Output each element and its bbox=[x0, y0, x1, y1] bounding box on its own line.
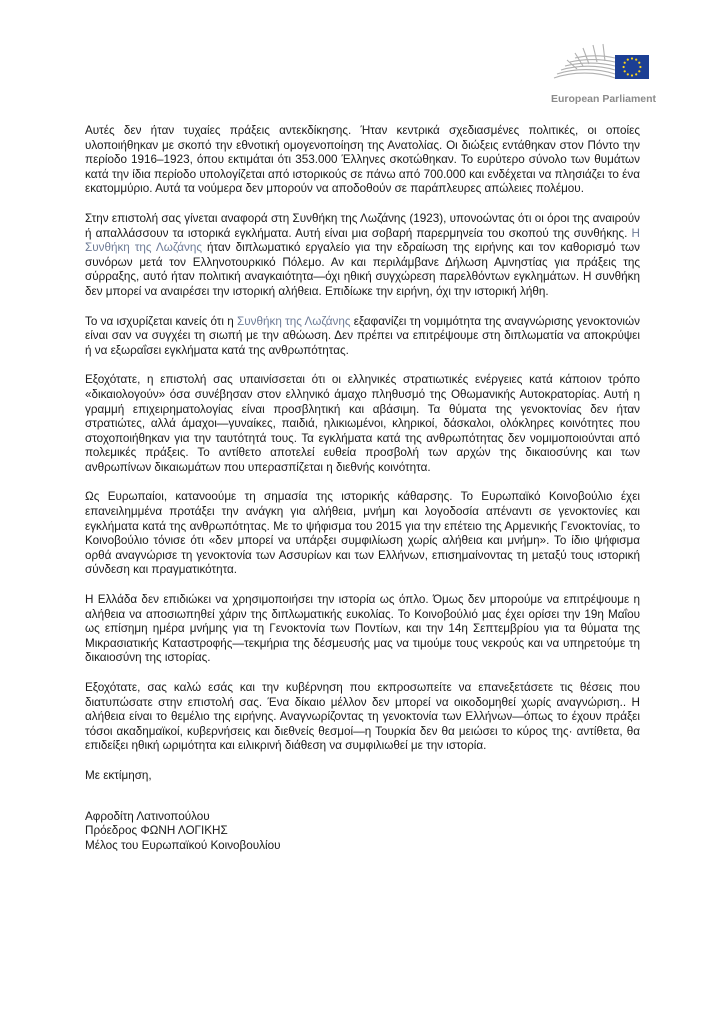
closing-salutation: Με εκτίμηση, bbox=[85, 768, 152, 782]
paragraph-4: Εξοχότατε, η επιστολή σας υπαινίσσεται ότι οι ελληνικές στρατιωτικές ενέργειες κατά κάποιον τρόπο «δικαιολογούν» όσα συνέβησαν στον ελληνικό άμαχο πληθυσμό της Οθωμανικής Αυτοκρατορίας. Αυτή η γραμμή επιχειρηματολογίας είναι προσβλητική και αβάσιμη. Τα θύματα της γενοκτονίας δεν ήταν στρατιώτες, αλλά άμαχοι—γυναίκες, παιδιά, ηλικιωμένοι, κληρικοί, δάσκαλοι, ολόκληρες κοινότητες που στοχοποιήθηκαν για την ταυτότητά τους. Τα εγκλήματα κατά της ανθρωπότητας δεν νομιμοποιούνται από πολεμικές πράξεις. Το αντίθετο αποτελεί ευθεία προσβολή των αρχών της δικαιοσύνης και των ανθρωπίνων δικαιωμάτων που υπερασπίζεται η διεθνής κοινότητα. bbox=[85, 373, 640, 474]
lausanne-treaty-link[interactable]: Η Συνθήκη της Λωζάνης bbox=[85, 226, 640, 255]
signature-name: Αφροδίτη Λατινοπούλου bbox=[85, 809, 210, 823]
paragraph-1: Αυτές δεν ήταν τυχαίες πράξεις αντεκδίκησης. Ήταν κεντρικά σχεδιασμένες πολιτικές, οι οποίες υλοποιήθηκαν με σκοπό την εθνοτική ομογενοποίηση της Ανατολίας. Οι διώξεις εντάθηκαν στον Πόντο την περίοδο 1916–1923, όπου εκτιμάται ότι 353.000 Έλληνες σκοτώθηκαν. Το ευρύτερο σύνολο των θυμάτων κατά την ίδια περίοδο υπολογίζεται από ιστορικούς σε πάνω από 700.000 και ενδέχεται να πλησιάζει το ένα εκατομμύριο. Αυτά τα νούμερα δεν μπορούν να αποδοθούν σε παράπλευρες απώλειες πολέμου. bbox=[85, 124, 640, 196]
paragraph-2-text-a: Στην επιστολή σας γίνεται αναφορά στη Συνθήκη της Λωζάνης (1923), υπονοώντας ότι οι όροι της αναιρούν ή απαλλάσσουν τα ιστορικά εγκλήματα. Αυτή είναι μια σοβαρή παρερμηνεία του σκοπού της συνθήκης. bbox=[85, 211, 640, 240]
letter-body bbox=[85, 124, 640, 853]
paragraph-3-text-a: Το να ισχυρίζεται κανείς ότι η bbox=[85, 314, 238, 328]
paragraph-2 bbox=[85, 212, 640, 300]
paragraph-2-text-b: ήταν διπλωματικό εργαλείο για την εδραίωση της ειρήνης και τον καθορισμό των συνόρων μετά τον Ελληνοτουρκικό Πόλεμο. Αν και περιλάμβανε Δήλωση Αμνηστίας για πράξεις της σύρραξης, αυτό ήταν πολιτική αναγκαιότητα—όχι ηθική συγχώρεση παρελθόντων εγκλημάτων. Η συνθήκη δεν μπορεί να αναιρέσει την ιστορική αλήθεια. Επιδίωκε την ειρήνη, όχι την ιστορική λήθη. bbox=[85, 241, 640, 298]
lausanne-treaty-link-2[interactable]: Συνθήκη της Λωζάνης bbox=[237, 314, 351, 328]
paragraph-7: Εξοχότατε, σας καλώ εσάς και την κυβέρνηση που εκπροσωπείτε να επανεξετάσετε τις θέσεις που διατυπώσατε στην επιστολή σας. Ένα δίκαιο μέλλον δεν μπορεί να οικοδομηθεί χωρίς αναγνώριση.. Η αλήθεια είναι το θεμέλιο της ειρήνης. Αναγνωρίζοντας τη γενοκτονία των Ελλήνων—όπως το έχουν πράξει τόσοι ακαδημαϊκοί, κυβερνήσεις και διεθνείς θεσμοί—η Τουρκία δεν θα μειώσει το κύρος της· αντίθετα, θα επιδείξει ηθική ωριμότητα και ειλικρινή διάθεση να συμφιλιωθεί με την ιστορία. bbox=[85, 681, 640, 753]
logo-text: European Parliament bbox=[551, 93, 657, 105]
signature-role: Μέλος του Ευρωπαϊκού Κοινοβουλίου bbox=[85, 838, 281, 852]
paragraph-5: Ως Ευρωπαίοι, κατανοούμε τη σημασία της ιστορικής κάθαρσης. Το Ευρωπαϊκό Κοινοβούλιο έχει επανειλημμένα προτάξει την ανάγκη για αλήθεια, μνήμη και λογοδοσία απέναντι σε γενοκτονίες και εγκλήματα κατά της ανθρωπότητας. Με το ψήφισμα του 2015 για την επέτειο της Αρμενικής Γενοκτονίας, το Κοινοβούλιο τόνισε ότι «δεν μπορεί να υπάρξει συμφιλίωση χωρίς αλήθεια και μνήμη». Το ίδιο ψήφισμα ορθά αναγνώρισε τη γενοκτονία των Ασσυρίων και των Ελλήνων, επισημαίνοντας τη μεταξύ τους ιστορική σύνδεση και πραγματικότητα. bbox=[85, 490, 640, 577]
signature-block bbox=[85, 810, 640, 854]
european-parliament-logo bbox=[545, 36, 665, 106]
hemicycle-icon bbox=[545, 36, 665, 92]
paragraph-6: Η Ελλάδα δεν επιδιώκει να χρησιμοποιήσει την ιστορία ως όπλο. Όμως δεν μπορούμε να επιτρέψουμε η αλήθεια να αποσιωπηθεί χάριν της διπλωματικής ευκολίας. Το Κοινοβούλιό μας έχει ορίσει την 19η Μαΐου ως επίσημη ημέρα μνήμης για τη Γενοκτονία των Ποντίων, και την 14η Σεπτεμβρίου για τα θύματα της Μικρασιατικής Καταστροφής—τεκμήρια της δέσμευσής μας να τιμούμε τους νεκρούς και να υπηρετούμε τη δικαιοσύνη της ιστορίας. bbox=[85, 593, 640, 665]
signature-title: Πρόεδρος ΦΩΝΗ ΛΟΓΙΚΗΣ bbox=[85, 824, 228, 838]
paragraph-3-text-b: εξαφανίζει τη νομιμότητα της αναγνώρισης γενοκτονιών είναι σαν να συγχέει τη σιωπή με την αθώωση. Δεν πρέπει να επιτρέψουμε στη διπλωματία να αποκρύψει ή να εξωραΐσει εγκλήματα κατά της ανθρωπότητας. bbox=[85, 314, 640, 357]
paragraph-3 bbox=[85, 315, 640, 359]
